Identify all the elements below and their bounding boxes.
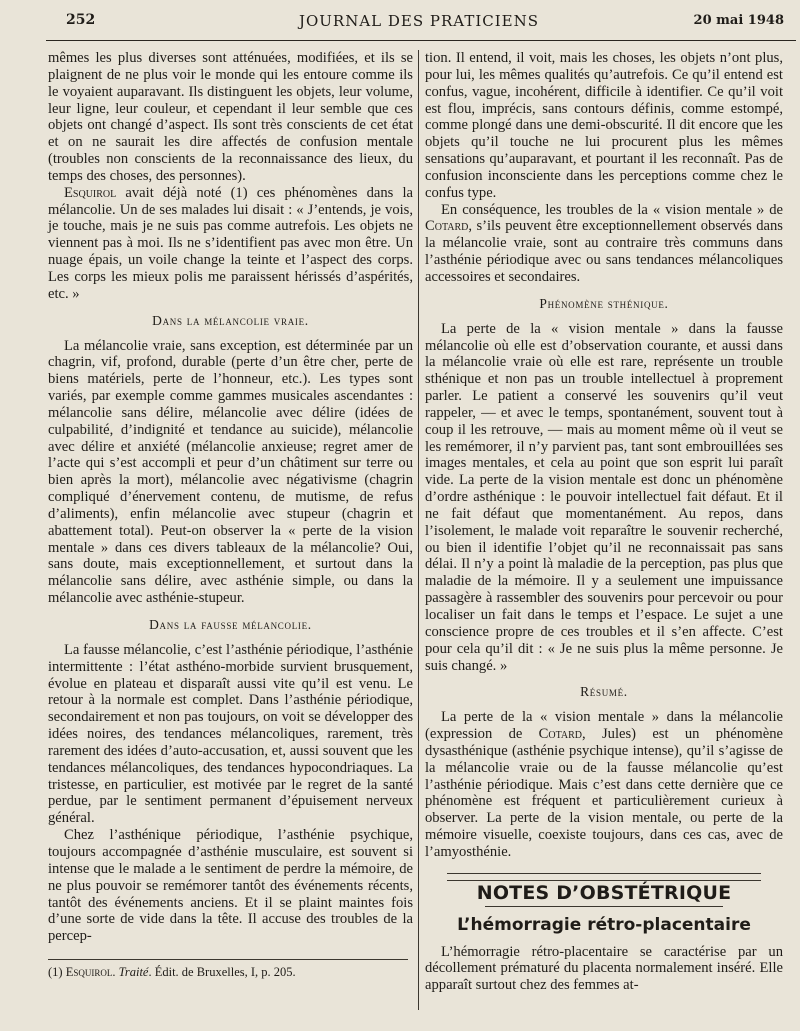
paragraph: La mélancolie vraie, sans exception, est déterminée par un chagrin, vif, profond, durable (perte d’un être cher, perte de biens matériels, perte de l’honneur, etc.). Les types sont variés, par exemple comme gammes musicales ascendantes : mélancolie sans délire, mélancolie avec délire (idées de culpabilité, d’indignité et tendance au suicide), mélancolie avec délire et anxiété (mélancolie anxieuse; regret amer de l’acte qui s’est accompli et peur d’un châtiment sur terre ou bien après la mort), mélancolie avec négativisme (chagrin compliqué d’énervement contenu, de mutisme, de refus d’aliments), enfin mélancolie avec stupeur (chagrin et abattement total). Peut-on observer la « perte de la vision mentale » dans ces divers tableaux de la mélancolie? Oui, sans doute, mais exceptionnellement, et surtout dans la mélancolie sans délire, avec asthénie simple, ou dans la mélancolie avec asthénie-stupeur. (48, 337, 413, 607)
paragraph: tion. Il entend, il voit, mais les choses, les objets n’ont plus, pour lui, les mêmes qualités qu’autrefois. Ce qu’il entend est confus, vague, incohérent, difficile à identifier. Ce qu’il voit est flou, imprécis, sans contours définis, comme estompé, comme plongé dans une demi-obscurité. Il dit encore que les objets qu’il touche ne lui procurent plus les mêmes sensations qu’auparavant, et pourtant il les reconnaît. Pas de confusion inconsciente dans les perceptions comme chez le confus type. (425, 50, 783, 201)
notes-section-title: NOTES D’OBSTÉTRIQUE (476, 881, 732, 904)
footnote (48, 964, 413, 981)
header-rule (46, 40, 796, 41)
right-column (425, 50, 783, 994)
notes-section (425, 873, 783, 994)
left-column (48, 50, 413, 981)
section-divider (447, 873, 761, 881)
page-header (50, 8, 788, 34)
column-rule (418, 50, 419, 1010)
section-heading: Dans la fausse mélancolie. (149, 617, 312, 632)
section-heading: Phénomène sthénique. (539, 295, 669, 311)
footnote-work-title: Traité (118, 965, 149, 980)
paragraph-text: , s’ils peuvent être exceptionnellement observés dans la mélancolie vraie, sont au contraire très communs dans l’asthénie périodique avec ou sans tendances mélancoliques accessoires et secondaires. (425, 218, 783, 285)
paragraph (425, 202, 783, 286)
paragraph (425, 709, 783, 861)
journal-title: JOURNAL DES PRATICIENS (298, 12, 540, 30)
paragraph: La fausse mélancolie, c’est l’asthénie périodique, l’asthénie intermittente : l’état asthéno-morbide survient brusquement, évolue en plateau et disparaît aussi vite qu’il est venu. Le retour à la normale est complet. Dans l’asthénie périodique, secondairement et non pas toujours, on voit se développer des idées noires, des tendances mélancoliques, rarement, très rarement des idées d’auto-accusation, et, aussi souvent que les tendances mélancoliques, des tendances hypocondriaques. La tristesse, en particulier, est motivée par le regret de la santé perdue, par le sentiment permanent d’épuisement nerveux général. (48, 641, 413, 827)
footnote-text: . Édit. de Bruxelles, I, p. 205. (148, 965, 296, 980)
paragraph-text: avait déjà noté (1) ces phénomènes dans la mélancolie. Un de ses malades lui disait : « J’entends, je vois, je touche, mais je ne suis pas comme autrefois. Les objets ne viennent pas à moi. Ils ne s’identifient pas avec mon être. Un nuage épais, un voile change la teinte et l’aspect des corps. Les corps les mieux polis me paraissent hérissés d’aspérités, etc. » (48, 184, 413, 302)
footnote-author: Esquirol (65, 965, 113, 980)
footnote-rule (48, 959, 408, 960)
paragraph: L’hémorragie rétro-placentaire se caractérise par un décollement prématuré du placenta normalement inséré. Elle apparaît surtout chez des femmes at- (425, 943, 783, 994)
author-name: Cotard (425, 218, 469, 235)
paragraph-text: , Jules) est un phénomène dysasthénique (asthénie psychique intense), qu’il s’agisse de la mélancolie vraie ou de la fausse mélancolie qu’est l’asthénie périodique. Mais c’est dans cette dernière que ce phénomène est fréquent et particulièrement curieux à observer. La perte de la vision mentale, ou perte de la mémoire visuelle, coexiste toujours, dans ces cas, avec de l’amyosthénie. (425, 726, 783, 860)
footnote-separator: . (112, 965, 119, 980)
paragraph: mêmes les plus diverses sont atténuées, modifiées, et ils se plaignent de ne plus voir le monde qui les entoure comme ils le voyaient auparavant. Ils distinguent les objets, leur volume, leur ligne, leur couleur, et cependant il leur semble que ces objets ont changé d’aspect. Ils sont très conscients de cet état et on ne saurait les dire affectés de confusion mentale (troubles non conscients de la reconnaissance des lieux, du temps des choses, des personnes). (48, 50, 413, 184)
title-rule (485, 906, 723, 907)
paragraph (48, 185, 413, 303)
paragraph: Chez l’asthénique périodique, l’asthénie psychique, toujours accompagnée d’asthénie musculaire, est souvent si intense que le malade a le sentiment de perdre la mémoire, de ne plus pouvoir se remémorer tantôt des événements récents, tantôt des événements anciens. Et il se plaint maintes fois d’une sorte de vide dans la tête. Il accuse des troubles de la percep- (48, 827, 413, 945)
paragraph-text: En conséquence, les troubles de la « vision mentale » de (441, 201, 783, 218)
author-name: Cotard (538, 726, 583, 743)
section-heading: Dans la mélancolie vraie. (152, 312, 309, 328)
paragraph: La perte de la « vision mentale » dans la fausse mélancolie où elle est d’observation courante, et aussi dans la mélancolie vraie où elle est rare, représente un trouble sthénique et non pas un trouble intellectuel à proprement parler. Le patient a conservé les souvenirs qu’il veut rappeler, — et avec le temps, spontanément, souvent tout à coup il les retrouve, — mais au moment même où il veut se les remémorer, il n’y parvient pas, tant sont embrouillées ses images mentales, et cela au point que son esprit lui paraît vide. La perte de la vision mentale est donc un phénomène d’ordre asthénique : le pouvoir intellectuel fait défaut. Et il ne fait défaut que momentanément. Au repos, dans l’isolement, le malade voit reparaître le souvenir recherché, ou bien il identifie l’objet qu’il ne reconnaissait pas sans délai. Il n’y a point là maladie de la perception, pas plus que maladie de la mémoire. Il y a seulement une impuissance passagère à rassembler des souvenirs pour percevoir ou pour localiser un fait dans le temps et l’espace. Le sujet a une conscience propre de ces troubles et il s’en affecte. C’est pour cela qu’il dit : « Je ne suis plus la même personne. Je suis changé. » (425, 320, 783, 674)
footnote-number: (1) (48, 965, 66, 980)
article-title: L’hémorragie rétro-placentaire (457, 914, 751, 935)
page-number: 252 (66, 12, 96, 28)
section-heading: Résumé. (580, 684, 628, 700)
author-name: Esquirol (64, 184, 117, 201)
paragraph-text: La perte de la « vision mentale » dans la mélancolie (expression de (425, 709, 783, 743)
issue-date: 20 mai 1948 (693, 13, 784, 28)
